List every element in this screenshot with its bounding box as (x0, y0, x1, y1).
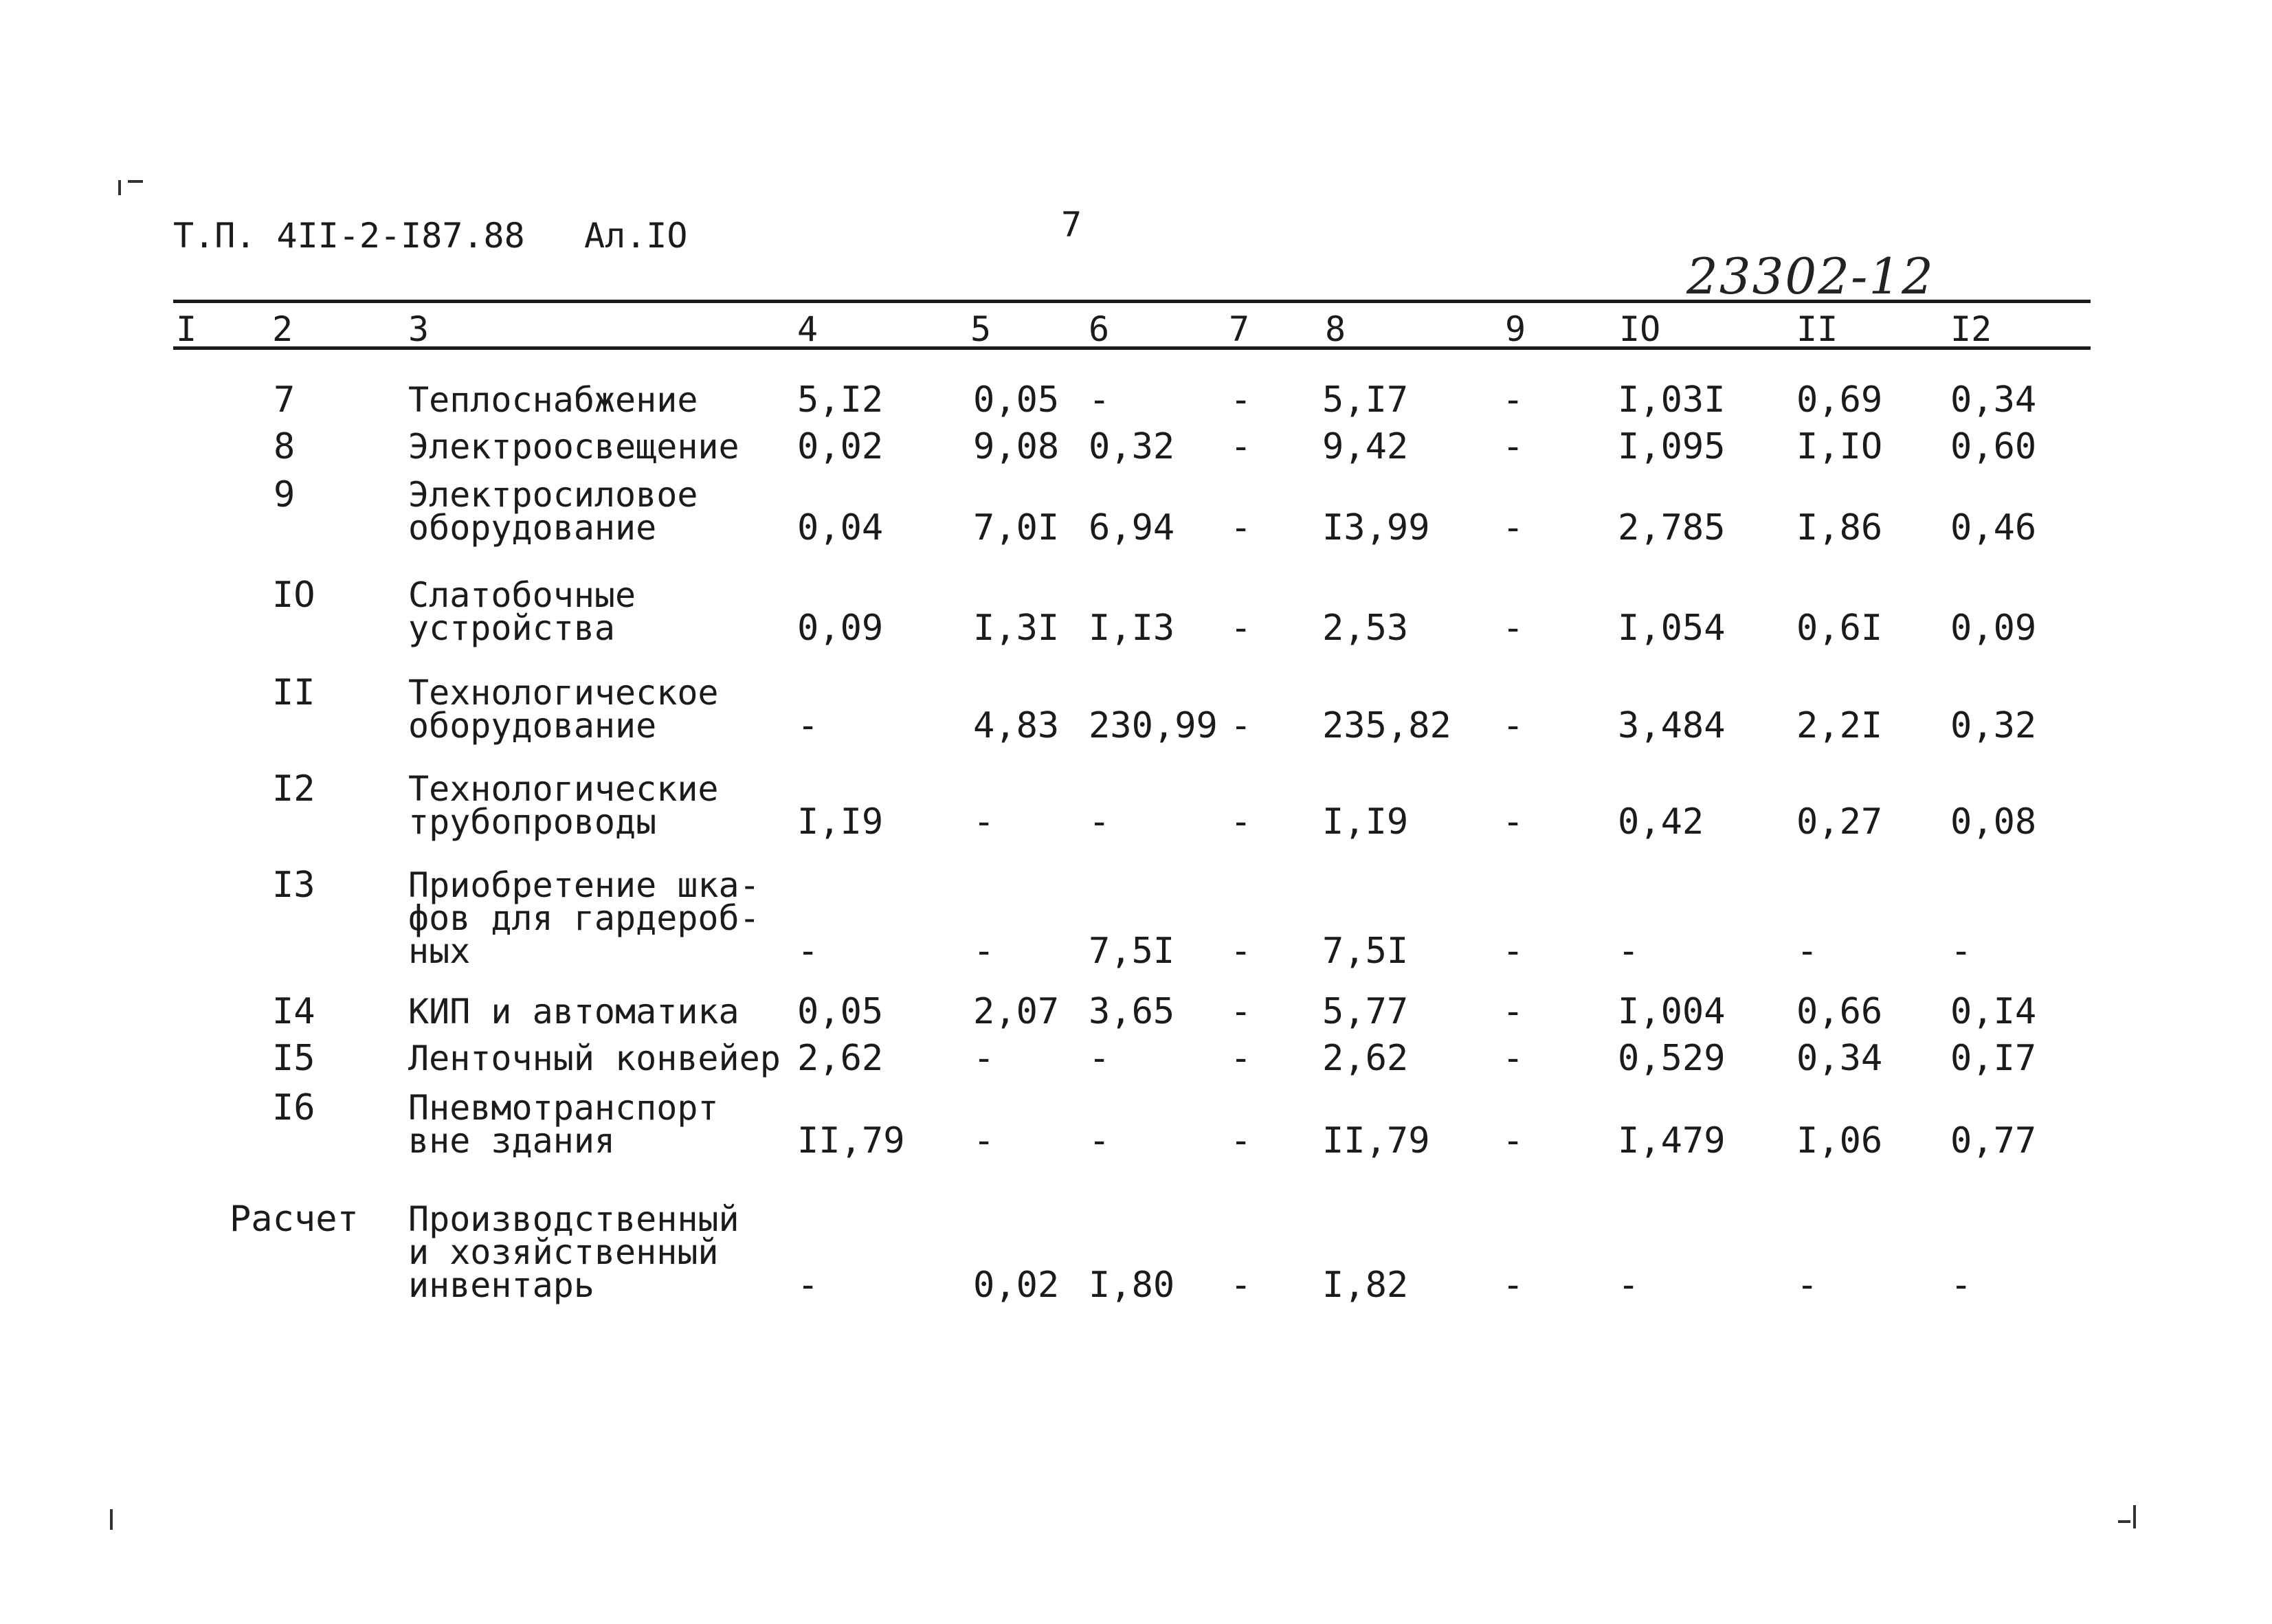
row-name-line: Теплоснабжение (408, 380, 698, 420)
row-value-c5: - (973, 1120, 995, 1161)
row-value-c10: 0,42 (1618, 801, 1704, 843)
row-number: Расчет (230, 1199, 359, 1240)
column-number: 7 (1229, 309, 1250, 349)
row-value-c4: - (797, 931, 819, 972)
row-value-c7: - (1230, 1120, 1252, 1161)
row-value-c11: 2,2I (1796, 705, 1883, 746)
row-value-c8: I,I9 (1322, 801, 1409, 843)
row-value-c7: - (1230, 931, 1252, 972)
row-value-c7: - (1230, 507, 1252, 548)
row-name-line: устройства (408, 608, 616, 648)
row-value-c9: - (1502, 705, 1524, 746)
document-code: Т.П. 4II-2-I87.88 (173, 216, 525, 256)
table-top-rule (173, 300, 2091, 303)
row-name (408, 427, 739, 467)
row-name-line: Приобретение шка- (408, 865, 760, 905)
row-value-c11: I,86 (1796, 507, 1883, 548)
row-value-c4: II,79 (797, 1120, 905, 1161)
row-value-c10: I,03I (1618, 379, 1726, 421)
row-value-c6: - (1089, 1120, 1111, 1161)
row-value-c11: 0,27 (1796, 801, 1883, 843)
row-value-c7: - (1230, 991, 1252, 1032)
row-value-c8: 9,42 (1322, 426, 1409, 467)
row-value-c9: - (1502, 379, 1524, 421)
row-name-line: и хозяйственный (408, 1232, 719, 1272)
row-value-c8: 7,5I (1322, 931, 1409, 972)
row-value-c4: 5,I2 (797, 379, 884, 421)
row-value-c11: 0,66 (1796, 991, 1883, 1032)
row-value-c8: I,82 (1322, 1265, 1409, 1306)
row-value-c12: 0,60 (1950, 426, 2037, 467)
row-value-c12: 0,I4 (1950, 991, 2037, 1032)
row-value-c9: - (1502, 426, 1524, 467)
row-value-c12: - (1950, 1265, 1972, 1306)
row-value-c6: 6,94 (1089, 507, 1175, 548)
row-name (408, 673, 719, 746)
row-value-c4: 0,09 (797, 608, 884, 649)
row-name-line: трубопроводы (408, 802, 657, 842)
row-value-c6: - (1089, 801, 1111, 843)
corner-mark (2133, 1505, 2136, 1528)
row-name (408, 1199, 739, 1305)
row-value-c9: - (1502, 1265, 1524, 1306)
row-name-line: Технологическое (408, 673, 719, 713)
row-number: I3 (272, 865, 315, 906)
row-value-c6: 0,32 (1089, 426, 1175, 467)
row-value-c12: 0,08 (1950, 801, 2037, 843)
row-value-c6: I,80 (1089, 1265, 1175, 1306)
row-value-c10: - (1618, 931, 1640, 972)
row-value-c5: I,3I (973, 608, 1060, 649)
row-value-c12: 0,I7 (1950, 1038, 2037, 1079)
row-value-c5: 2,07 (973, 991, 1060, 1032)
row-name (408, 1088, 719, 1161)
row-value-c9: - (1502, 1120, 1524, 1161)
row-name-line: вне здания (408, 1121, 616, 1161)
row-value-c9: - (1502, 801, 1524, 843)
row-value-c8: 5,I7 (1322, 379, 1409, 421)
row-value-c9: - (1502, 991, 1524, 1032)
row-value-c7: - (1230, 801, 1252, 843)
row-value-c11: I,06 (1796, 1120, 1883, 1161)
column-number: I2 (1950, 309, 1992, 349)
row-value-c7: - (1230, 608, 1252, 649)
column-number: 4 (797, 309, 818, 349)
row-value-c6: 7,5I (1089, 931, 1175, 972)
row-name-line: Пневмотранспорт (408, 1088, 719, 1128)
row-value-c4: 0,02 (797, 426, 884, 467)
row-name (408, 575, 636, 648)
row-value-c8: 235,82 (1322, 705, 1451, 746)
row-number: I2 (272, 768, 315, 810)
row-value-c5: 7,0I (973, 507, 1060, 548)
row-value-c10: 3,484 (1618, 705, 1726, 746)
row-number: 8 (274, 426, 296, 467)
row-name (408, 380, 698, 420)
corner-mark (118, 180, 121, 195)
corner-mark (110, 1509, 113, 1530)
row-name-line: фов для гардероб- (408, 898, 760, 938)
row-number: I5 (272, 1038, 315, 1079)
row-value-c5: 0,02 (973, 1265, 1060, 1306)
row-name (408, 1038, 781, 1078)
row-value-c8: 5,77 (1322, 991, 1409, 1032)
corner-mark (2118, 1520, 2130, 1523)
row-value-c5: - (973, 801, 995, 843)
row-value-c12: 0,32 (1950, 705, 2037, 746)
row-value-c4: 2,62 (797, 1038, 884, 1079)
row-name-line: КИП и автоматика (408, 992, 739, 1032)
row-number: I6 (272, 1087, 315, 1128)
column-number: 3 (408, 309, 430, 349)
page-number: 7 (1061, 205, 1082, 245)
row-value-c7: - (1230, 1265, 1252, 1306)
row-value-c12: 0,46 (1950, 507, 2037, 548)
row-name (408, 769, 719, 842)
handwritten-stamp-number: 23302-12 (1686, 247, 1935, 305)
row-value-c5: - (973, 1038, 995, 1079)
row-value-c9: - (1502, 1038, 1524, 1079)
row-value-c10: I,095 (1618, 426, 1726, 467)
row-value-c4: - (797, 1265, 819, 1306)
row-value-c8: 2,53 (1322, 608, 1409, 649)
row-value-c10: I,054 (1618, 608, 1726, 649)
column-number: 8 (1325, 309, 1346, 349)
row-value-c6: 230,99 (1089, 705, 1218, 746)
row-name-line: Слатобочные (408, 575, 636, 615)
row-value-c10: 2,785 (1618, 507, 1726, 548)
column-number: IO (1619, 309, 1661, 349)
row-value-c10: I,004 (1618, 991, 1726, 1032)
row-value-c12: 0,77 (1950, 1120, 2037, 1161)
row-value-c9: - (1502, 507, 1524, 548)
corner-mark (128, 180, 143, 183)
row-name-line: ных (408, 931, 471, 971)
row-value-c12: 0,09 (1950, 608, 2037, 649)
row-value-c11: 0,34 (1796, 1038, 1883, 1079)
row-value-c11: 0,6I (1796, 608, 1883, 649)
row-value-c11: - (1796, 1265, 1818, 1306)
row-value-c7: - (1230, 1038, 1252, 1079)
row-value-c8: I3,99 (1322, 507, 1430, 548)
column-number: 6 (1089, 309, 1110, 349)
row-value-c11: - (1796, 931, 1818, 972)
row-value-c6: 3,65 (1089, 991, 1175, 1032)
column-number: 2 (272, 309, 293, 349)
row-value-c4: I,I9 (797, 801, 884, 843)
row-value-c9: - (1502, 931, 1524, 972)
row-value-c4: - (797, 705, 819, 746)
row-name-line: оборудование (408, 508, 657, 548)
row-name-line: Производственный (408, 1199, 739, 1239)
row-name-line: Электросиловое (408, 475, 698, 515)
row-value-c11: I,IO (1796, 426, 1883, 467)
row-value-c5: 4,83 (973, 705, 1060, 746)
row-value-c4: 0,05 (797, 991, 884, 1032)
row-value-c11: 0,69 (1796, 379, 1883, 421)
row-value-c7: - (1230, 379, 1252, 421)
row-value-c7: - (1230, 705, 1252, 746)
row-value-c10: - (1618, 1265, 1640, 1306)
column-number: II (1796, 309, 1838, 349)
row-number: 7 (274, 379, 296, 421)
row-name (408, 475, 698, 548)
row-name-line: Электроосвещение (408, 427, 739, 467)
album-number: Ал.IO (584, 216, 688, 256)
row-value-c10: 0,529 (1618, 1038, 1726, 1079)
row-value-c6: - (1089, 379, 1111, 421)
row-value-c9: - (1502, 608, 1524, 649)
column-number: I (176, 309, 197, 349)
row-name-line: оборудование (408, 706, 657, 746)
row-name (408, 865, 760, 971)
row-number: 9 (274, 474, 296, 515)
row-value-c5: 0,05 (973, 379, 1060, 421)
row-value-c8: 2,62 (1322, 1038, 1409, 1079)
row-value-c7: - (1230, 426, 1252, 467)
row-value-c12: - (1950, 931, 1972, 972)
row-value-c4: 0,04 (797, 507, 884, 548)
row-value-c6: - (1089, 1038, 1111, 1079)
row-name (408, 992, 739, 1032)
row-value-c5: - (973, 931, 995, 972)
row-name-line: Ленточный конвейер (408, 1038, 781, 1078)
row-value-c6: I,I3 (1089, 608, 1175, 649)
row-number: II (272, 672, 315, 713)
row-number: IO (272, 575, 315, 616)
row-name-line: Технологические (408, 769, 719, 809)
row-value-c10: I,479 (1618, 1120, 1726, 1161)
row-name-line: инвентарь (408, 1265, 594, 1305)
row-value-c12: 0,34 (1950, 379, 2037, 421)
row-value-c5: 9,08 (973, 426, 1060, 467)
column-number: 9 (1505, 309, 1526, 349)
column-number: 5 (970, 309, 992, 349)
row-value-c8: II,79 (1322, 1120, 1430, 1161)
row-number: I4 (272, 991, 315, 1032)
